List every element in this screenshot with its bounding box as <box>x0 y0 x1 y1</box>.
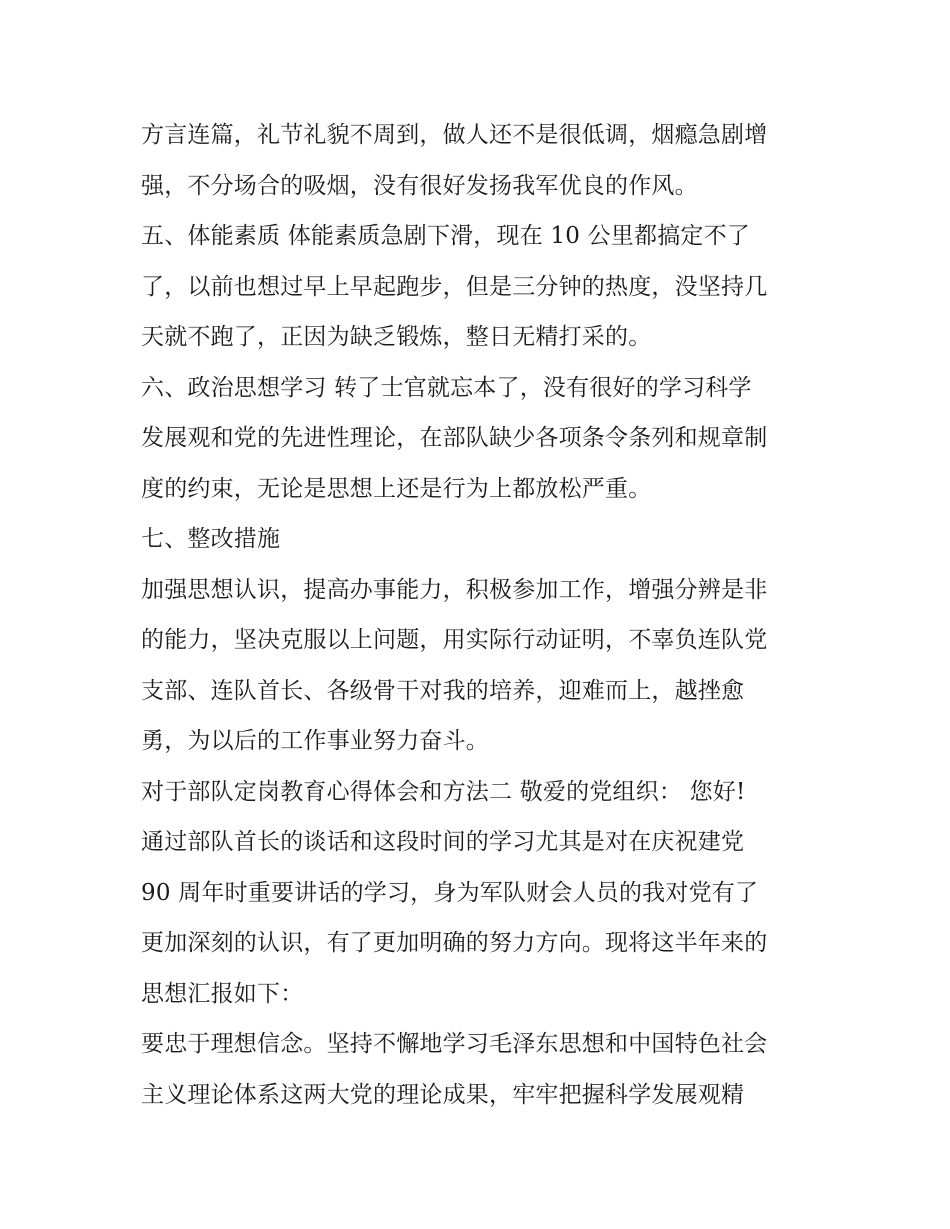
text-line: 天就不跑了，正因为缺乏锻炼，整日无精打采的。 <box>141 324 652 350</box>
text-line: 的能力，坚决克服以上问题，用实际行动证明，不辜负连队党 <box>141 627 768 653</box>
text-line: 主义理论体系这两大党的理论成果，牢牢把握科学发展观精 <box>141 1081 745 1108</box>
text-line: 强，不分场合的吸烟，没有很好发扬我军优良的作风。 <box>141 172 698 199</box>
text-line: 加强思想认识，提高办事能力，积极参加工作，增强分辨是非 <box>141 576 768 603</box>
text-line: 勇，为以后的工作事业努力奋斗。 <box>141 728 489 754</box>
text-line: 了，以前也想过早上早起跑步，但是三分钟的热度，没坚持几 <box>141 273 768 300</box>
article-two-heading-line: 对于部队定岗教育心得体会和方法二 敬爱的党组织： 您好! <box>141 778 746 805</box>
text-line: 90 周年时重要讲话的学习，身为军队财会人员的我对党有了 <box>141 879 759 906</box>
section-six-heading-line: 六、政治思想学习 转了士官就忘本了，没有很好的学习科学 <box>141 374 752 401</box>
text-line: 发展观和党的先进性理论，在部队缺少各项条令条列和规章制 <box>141 425 768 451</box>
document-text-body <box>141 110 821 1120</box>
section-five-heading-line: 五、体能素质 体能素质急剧下滑，现在 10 公里都搞定不了 <box>141 223 750 249</box>
text-line: 方言连篇，礼节礼貌不周到，做人还不是很低调，烟瘾急剧增 <box>141 122 768 148</box>
text-line: 支部、连队首长、各级骨干对我的培养，迎难而上，越挫愈 <box>141 677 745 704</box>
text-line: 通过部队首长的谈话和这段时间的学习尤其是对在庆祝建党 <box>141 829 745 855</box>
text-line: 度的约束，无论是思想上还是行为上都放松严重。 <box>141 475 652 502</box>
text-line: 思想汇报如下： <box>141 980 304 1007</box>
text-line: 更加深刻的认识，有了更加明确的努力方向。现将这半年来的 <box>141 930 768 956</box>
text-line: 要忠于理想信念。坚持不懈地学习毛泽东思想和中国特色社会 <box>141 1031 768 1057</box>
section-seven-heading: 七、整改措施 <box>141 526 281 552</box>
